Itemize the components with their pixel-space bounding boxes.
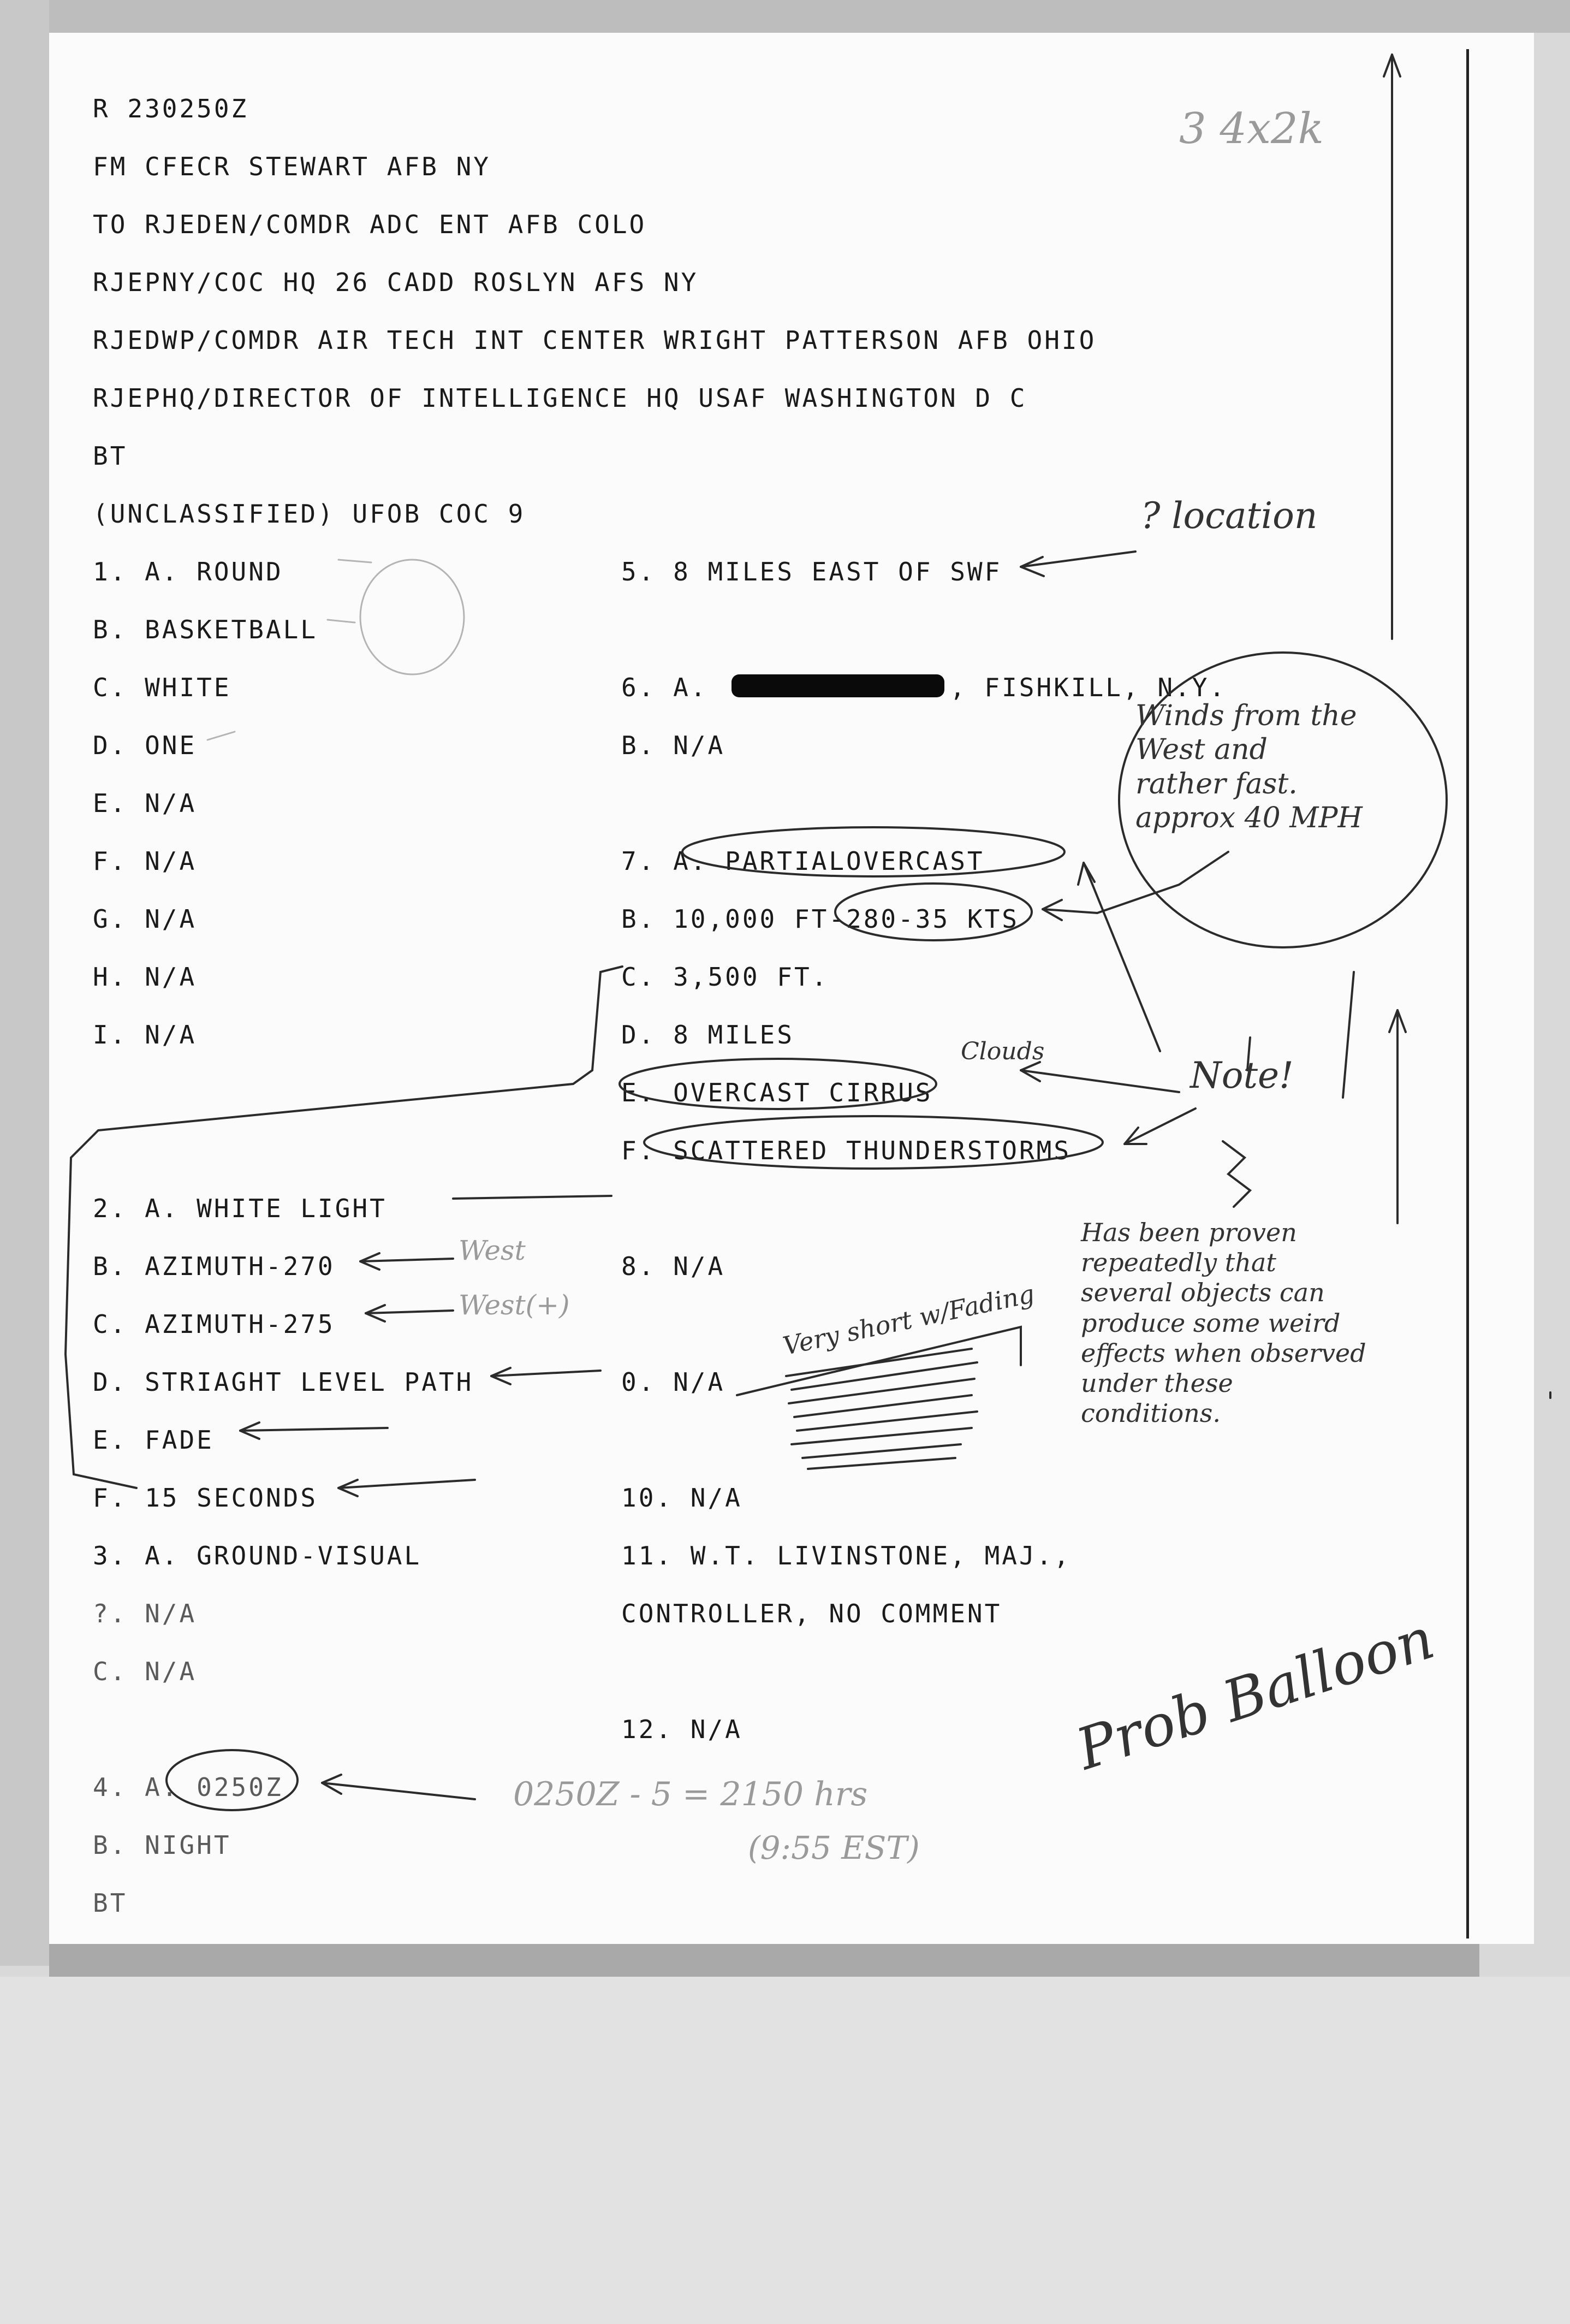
- handwriting-note: Note!: [1190, 1054, 1294, 1096]
- item-3c: C. N/A: [93, 1657, 197, 1686]
- handwriting-proven-note: Has been proven repeatedly that several objects can produce some weird effects when observed under these conditions.: [1081, 1218, 1366, 1428]
- message-to-4: RJEPHQ/DIRECTOR OF INTELLIGENCE HQ USAF WASHINGTON D C: [93, 383, 1027, 413]
- handwriting-top-right: 3 4x2k: [1179, 104, 1324, 153]
- item-10: 10. N/A: [621, 1483, 742, 1513]
- item-1b: B. BASKETBALL: [93, 615, 318, 644]
- handwriting-very-short: Very short w/Fading: [780, 1278, 1037, 1361]
- item-4a: 4. A. 0250Z: [93, 1772, 283, 1802]
- message-dtg: R 230250Z: [93, 94, 249, 123]
- message-subject: (UNCLASSIFIED) UFOB COC 9: [93, 499, 526, 529]
- message-to-1: TO RJEDEN/COMDR ADC ENT AFB COLO: [93, 210, 647, 239]
- item-6a-location: , FISHKILL, N.Y.: [950, 673, 1227, 702]
- item-2f: F. 15 SECONDS: [93, 1483, 318, 1513]
- item-1h: H. N/A: [93, 962, 197, 992]
- item-2d: D. STRIAGHT LEVEL PATH: [93, 1367, 474, 1397]
- item-1a: 1. A. ROUND: [93, 557, 283, 586]
- item-9: 0. N/A: [621, 1367, 725, 1397]
- item-7c: C. 3,500 FT.: [621, 962, 829, 992]
- item-11: 11. W.T. LIVINSTONE, MAJ.,: [621, 1541, 1072, 1570]
- item-3b: ?. N/A: [93, 1599, 197, 1628]
- break-line-bottom: BT: [93, 1888, 128, 1918]
- item-1c: C. WHITE: [93, 673, 231, 702]
- break-line-top: BT: [93, 441, 128, 471]
- item-11-cont: CONTROLLER, NO COMMENT: [621, 1599, 1002, 1628]
- item-6b: B. N/A: [621, 731, 725, 760]
- item-1d: D. ONE: [93, 731, 197, 760]
- handwriting-time-calc: 0250Z - 5 = 2150 hrs: [513, 1775, 868, 1813]
- handwriting-signature: Prob Balloon: [1068, 1605, 1442, 1783]
- item-1g: G. N/A: [93, 904, 197, 934]
- item-7a: 7. A. PARTIALOVERCAST: [621, 846, 985, 876]
- message-to-2: RJEPNY/COC HQ 26 CADD ROSLYN AFS NY: [93, 268, 699, 297]
- item-2a: 2. A. WHITE LIGHT: [93, 1194, 387, 1223]
- item-7d: D. 8 MILES: [621, 1020, 794, 1050]
- item-7b: B. 10,000 FT-280-35 KTS: [621, 904, 1019, 934]
- item-2e: E. FADE: [93, 1425, 214, 1455]
- handwriting-west: West: [459, 1235, 526, 1266]
- item-8: 8. N/A: [621, 1252, 725, 1281]
- handwriting-winds-note: Winds from the West and rather fast. approx 40 MPH: [1135, 699, 1363, 835]
- item-3a: 3. A. GROUND-VISUAL: [93, 1541, 422, 1570]
- message-from: FM CFECR STEWART AFB NY: [93, 152, 491, 181]
- item-1f: F. N/A: [93, 846, 197, 876]
- item-6a: 6. A.: [621, 673, 708, 702]
- item-2b: B. AZIMUTH-270: [93, 1252, 335, 1281]
- item-2c: C. AZIMUTH-275: [93, 1309, 335, 1339]
- item-1i: I. N/A: [93, 1020, 197, 1050]
- item-4b: B. NIGHT: [93, 1830, 231, 1860]
- handwriting-west-plus: West(+): [459, 1289, 570, 1321]
- handwriting-clouds: Clouds: [961, 1038, 1045, 1065]
- message-to-3: RJEDWP/COMDR AIR TECH INT CENTER WRIGHT PATTERSON AFB OHIO: [93, 325, 1097, 355]
- item-7f: F. SCATTERED THUNDERSTORMS: [621, 1136, 1072, 1165]
- item-12: 12. N/A: [621, 1715, 742, 1744]
- item-5: 5. 8 MILES EAST OF SWF: [621, 557, 1002, 586]
- item-7e: E. OVERCAST CIRRUS: [621, 1078, 933, 1107]
- handwriting-time-est: (9:55 EST): [748, 1829, 920, 1866]
- handwriting-location: ? location: [1141, 495, 1318, 537]
- item-1e: E. N/A: [93, 788, 197, 818]
